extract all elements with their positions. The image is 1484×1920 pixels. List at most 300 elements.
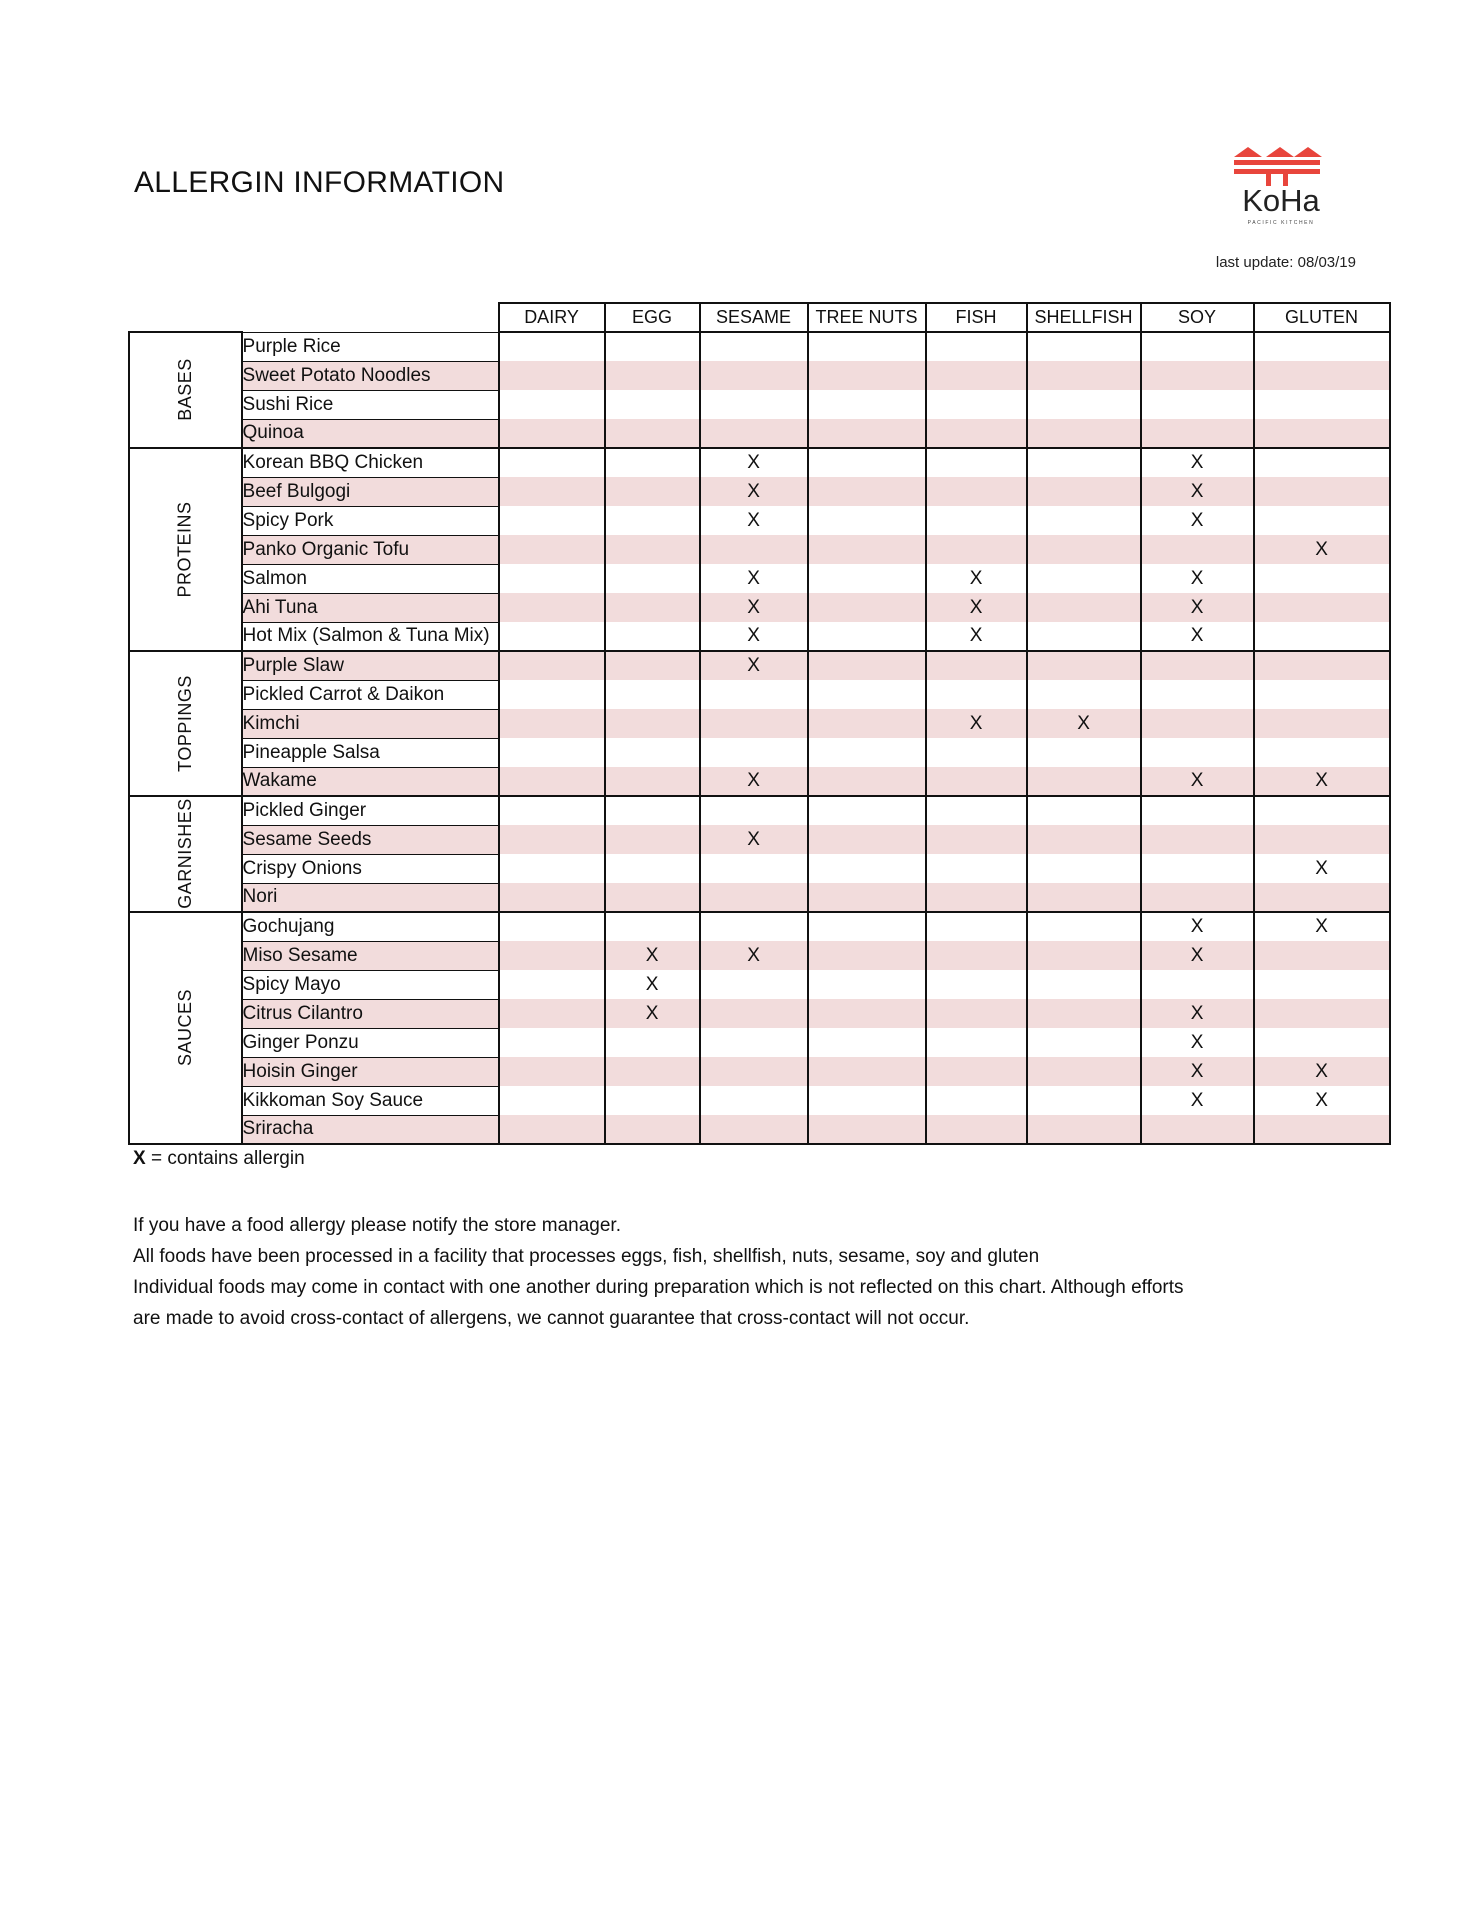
table-row [129,535,1390,564]
allergen-cell-fish [926,1115,1027,1144]
allergen-cell-soy: X [1141,999,1254,1028]
allergen-cell-sesame: X [700,651,808,680]
legend-symbol: X [133,1148,146,1169]
allergen-cell-gluten [1254,941,1390,970]
item-name: Purple Slaw [242,651,499,680]
allergen-cell-gluten [1254,506,1390,535]
allergen-cell-fish [926,912,1027,941]
allergen-cell-sesame: X [700,767,808,796]
allergen-cell-fish [926,941,1027,970]
allergen-cell-sesame: X [700,506,808,535]
allergen-cell-fish [926,448,1027,477]
allergen-cell-sesame [700,361,808,390]
allergen-cell-gluten [1254,448,1390,477]
item-name: Ginger Ponzu [242,1028,499,1057]
item-name: Citrus Cilantro [242,999,499,1028]
table-row [129,564,1390,593]
table-row [129,593,1390,622]
notes [133,1210,1313,1334]
allergen-cell-shellfish [1027,941,1141,970]
allergen-cell-egg: X [605,970,700,999]
allergen-cell-egg [605,796,700,825]
allergen-cell-shellfish [1027,825,1141,854]
allergen-cell-dairy [499,709,605,738]
item-name: Sesame Seeds [242,825,499,854]
allergen-cell-sesame [700,970,808,999]
allergen-cell-tree-nuts [808,535,926,564]
category-cell [129,332,242,448]
allergen-cell-egg [605,709,700,738]
allergen-cell-shellfish [1027,535,1141,564]
col-dairy: DAIRY [499,303,605,332]
allergen-cell-dairy [499,477,605,506]
page-title: ALLERGIN INFORMATION [134,166,505,199]
allergen-cell-shellfish [1027,796,1141,825]
item-name: Crispy Onions [242,854,499,883]
allergen-cell-tree-nuts [808,361,926,390]
allergen-cell-shellfish [1027,361,1141,390]
allergen-cell-sesame: X [700,941,808,970]
allergen-cell-dairy [499,1057,605,1086]
allergen-cell-soy [1141,651,1254,680]
category-cell [129,912,242,1144]
allergen-cell-soy: X [1141,564,1254,593]
allergen-cell-egg [605,506,700,535]
item-name: Sriracha [242,1115,499,1144]
allergen-cell-dairy [499,912,605,941]
item-name: Sushi Rice [242,390,499,419]
allergen-cell-dairy [499,622,605,651]
allergen-cell-shellfish [1027,1057,1141,1086]
logo-icon [1232,147,1328,187]
item-name: Ahi Tuna [242,593,499,622]
allergen-cell-soy [1141,796,1254,825]
category-label: TOPPINGS [174,674,195,772]
allergen-table [128,302,1391,1145]
allergen-cell-tree-nuts [808,1028,926,1057]
allergen-cell-soy [1141,680,1254,709]
allergen-cell-gluten [1254,593,1390,622]
allergen-cell-sesame [700,854,808,883]
note-line: Individual foods may come in contact with one another during preparation which is not reflected on this chart. Although efforts [133,1277,1184,1298]
table-row [129,651,1390,680]
allergen-cell-soy: X [1141,1028,1254,1057]
table-row [129,419,1390,448]
allergen-cell-soy: X [1141,622,1254,651]
item-name: Gochujang [242,912,499,941]
category-label: SAUCES [174,988,195,1067]
allergen-cell-egg [605,854,700,883]
allergen-cell-gluten: X [1254,1057,1390,1086]
allergen-cell-dairy [499,883,605,912]
allergen-cell-fish [926,796,1027,825]
table-row [129,999,1390,1028]
allergen-cell-dairy [499,999,605,1028]
table-row [129,1028,1390,1057]
allergen-cell-tree-nuts [808,1086,926,1115]
allergen-cell-shellfish: X [1027,709,1141,738]
allergen-cell-sesame [700,883,808,912]
item-name: Pineapple Salsa [242,738,499,767]
table-row [129,622,1390,651]
allergen-cell-shellfish [1027,622,1141,651]
item-name: Pickled Ginger [242,796,499,825]
allergen-cell-soy [1141,419,1254,448]
allergen-cell-soy [1141,361,1254,390]
allergen-cell-tree-nuts [808,1115,926,1144]
allergen-cell-tree-nuts [808,970,926,999]
allergen-cell-tree-nuts [808,680,926,709]
allergen-cell-tree-nuts [808,941,926,970]
category-label: PROTEINS [174,500,195,598]
allergen-cell-fish [926,883,1027,912]
allergen-cell-egg [605,738,700,767]
allergen-cell-tree-nuts [808,709,926,738]
table-row [129,1115,1390,1144]
allergen-cell-fish [926,680,1027,709]
allergen-cell-shellfish [1027,767,1141,796]
allergen-cell-dairy [499,680,605,709]
allergen-cell-egg [605,390,700,419]
allergen-cell-tree-nuts [808,506,926,535]
allergen-cell-sesame: X [700,622,808,651]
allergen-cell-sesame [700,709,808,738]
allergen-cell-fish [926,999,1027,1028]
table-row [129,477,1390,506]
table-row [129,854,1390,883]
allergen-cell-soy [1141,738,1254,767]
allergen-cell-shellfish [1027,390,1141,419]
allergen-cell-egg: X [605,941,700,970]
header-spacer [129,303,242,332]
allergen-cell-tree-nuts [808,448,926,477]
note-line: All foods have been processed in a facility that processes eggs, fish, shellfish, nuts, sesame, soy and gluten [133,1246,1040,1267]
allergen-cell-soy: X [1141,448,1254,477]
col-tree-nuts: TREE NUTS [808,303,926,332]
allergen-cell-dairy [499,564,605,593]
logo-subtitle: PACIFIC KITCHEN [1247,220,1315,226]
item-name: Beef Bulgogi [242,477,499,506]
allergen-cell-dairy [499,1086,605,1115]
allergen-cell-soy [1141,390,1254,419]
table-row [129,361,1390,390]
allergen-cell-tree-nuts [808,564,926,593]
table-row [129,390,1390,419]
allergen-cell-egg [605,651,700,680]
allergen-cell-sesame [700,535,808,564]
allergen-cell-gluten [1254,564,1390,593]
allergen-cell-gluten [1254,970,1390,999]
allergen-cell-gluten [1254,1115,1390,1144]
allergen-cell-shellfish [1027,448,1141,477]
allergen-cell-soy [1141,883,1254,912]
table-row [129,709,1390,738]
allergen-cell-shellfish [1027,970,1141,999]
allergen-cell-gluten: X [1254,535,1390,564]
allergen-cell-tree-nuts [808,332,926,361]
allergen-cell-egg [605,593,700,622]
col-fish: FISH [926,303,1027,332]
allergen-cell-egg [605,680,700,709]
allergen-cell-dairy [499,506,605,535]
allergen-cell-sesame [700,1028,808,1057]
allergen-cell-dairy [499,535,605,564]
allergen-cell-gluten: X [1254,1086,1390,1115]
allergen-cell-gluten [1254,709,1390,738]
allergen-cell-soy: X [1141,941,1254,970]
allergen-cell-shellfish [1027,1115,1141,1144]
item-name: Korean BBQ Chicken [242,448,499,477]
allergen-cell-dairy [499,825,605,854]
allergen-cell-fish [926,332,1027,361]
table-row [129,448,1390,477]
item-name: Kikkoman Soy Sauce [242,1086,499,1115]
allergen-cell-soy [1141,332,1254,361]
allergen-cell-dairy [499,419,605,448]
item-name: Pickled Carrot & Daikon [242,680,499,709]
allergen-cell-gluten [1254,738,1390,767]
allergen-cell-sesame [700,1086,808,1115]
allergen-cell-sesame [700,332,808,361]
allergen-cell-sesame [700,738,808,767]
allergen-cell-soy: X [1141,1057,1254,1086]
allergen-cell-egg [605,912,700,941]
allergen-cell-fish [926,1086,1027,1115]
allergen-cell-soy: X [1141,506,1254,535]
allergen-cell-gluten [1254,796,1390,825]
allergen-cell-shellfish [1027,854,1141,883]
allergen-cell-fish [926,970,1027,999]
allergen-cell-dairy [499,651,605,680]
allergen-cell-shellfish [1027,1086,1141,1115]
allergen-cell-egg [605,448,700,477]
allergen-cell-dairy [499,448,605,477]
allergen-cell-gluten: X [1254,767,1390,796]
allergen-cell-egg [605,564,700,593]
last-update: last update: 08/03/19 [1215,254,1356,271]
allergen-cell-shellfish [1027,651,1141,680]
col-soy: SOY [1141,303,1254,332]
allergen-cell-sesame [700,390,808,419]
item-name: Hot Mix (Salmon & Tuna Mix) [242,622,499,651]
allergen-cell-shellfish [1027,912,1141,941]
allergen-cell-dairy [499,796,605,825]
allergen-cell-sesame [700,1057,808,1086]
allergen-cell-shellfish [1027,999,1141,1028]
col-gluten: GLUTEN [1254,303,1390,332]
allergen-cell-tree-nuts [808,477,926,506]
item-name: Wakame [242,767,499,796]
allergen-cell-sesame: X [700,448,808,477]
allergen-cell-fish: X [926,622,1027,651]
table-row [129,767,1390,796]
table-row [129,332,1390,361]
allergen-cell-fish: X [926,709,1027,738]
allergen-cell-egg [605,477,700,506]
allergen-cell-tree-nuts [808,390,926,419]
allergen-cell-tree-nuts [808,1057,926,1086]
koha-logo [1232,147,1328,229]
allergen-cell-shellfish [1027,564,1141,593]
allergen-cell-gluten [1254,999,1390,1028]
item-name: Miso Sesame [242,941,499,970]
allergen-cell-soy: X [1141,593,1254,622]
allergen-cell-fish [926,477,1027,506]
allergen-cell-egg [605,1115,700,1144]
allergen-cell-sesame: X [700,593,808,622]
allergen-cell-dairy [499,593,605,622]
allergen-cell-fish: X [926,564,1027,593]
allergen-cell-soy: X [1141,1086,1254,1115]
allergen-cell-soy [1141,825,1254,854]
allergen-cell-shellfish [1027,883,1141,912]
table-row [129,941,1390,970]
allergen-cell-egg [605,622,700,651]
allergen-cell-gluten [1254,825,1390,854]
allergen-cell-egg [605,1086,700,1115]
allergen-cell-fish [926,361,1027,390]
allergen-cell-fish [926,419,1027,448]
allergen-cell-sesame: X [700,825,808,854]
item-name: Kimchi [242,709,499,738]
item-name: Spicy Mayo [242,970,499,999]
allergen-cell-dairy [499,941,605,970]
allergen-cell-gluten [1254,361,1390,390]
allergen-cell-tree-nuts [808,767,926,796]
allergen-cell-soy [1141,535,1254,564]
allergen-cell-sesame: X [700,564,808,593]
item-name: Hoisin Ginger [242,1057,499,1086]
allergen-cell-sesame [700,680,808,709]
table-row [129,912,1390,941]
note-line: If you have a food allergy please notify the store manager. [133,1215,621,1236]
allergen-cell-fish [926,390,1027,419]
allergen-cell-tree-nuts [808,622,926,651]
allergen-cell-tree-nuts [808,651,926,680]
allergen-cell-shellfish [1027,738,1141,767]
allergen-cell-shellfish [1027,1028,1141,1057]
col-sesame: SESAME [700,303,808,332]
allergen-cell-tree-nuts [808,796,926,825]
allergen-cell-gluten [1254,883,1390,912]
category-cell [129,448,242,651]
allergen-cell-sesame [700,999,808,1028]
allergen-cell-dairy [499,390,605,419]
allergen-cell-tree-nuts [808,912,926,941]
allergen-cell-egg [605,883,700,912]
item-name: Panko Organic Tofu [242,535,499,564]
allergen-cell-dairy [499,738,605,767]
allergen-cell-soy [1141,1115,1254,1144]
item-name: Salmon [242,564,499,593]
allergen-cell-sesame [700,796,808,825]
allergen-cell-egg [605,1057,700,1086]
allergen-cell-dairy [499,332,605,361]
item-name: Sweet Potato Noodles [242,361,499,390]
allergen-cell-dairy [499,854,605,883]
table-row [129,738,1390,767]
col-shellfish: SHELLFISH [1027,303,1141,332]
allergen-cell-dairy [499,970,605,999]
table-body [129,332,1390,1144]
logo-wordmark: KoHa [1242,183,1320,218]
allergen-cell-fish [926,854,1027,883]
allergen-cell-gluten [1254,477,1390,506]
allergen-cell-soy: X [1141,477,1254,506]
allergen-cell-fish: X [926,593,1027,622]
allergen-cell-shellfish [1027,680,1141,709]
category-cell [129,796,242,912]
allergen-cell-fish [926,825,1027,854]
allergen-cell-egg [605,1028,700,1057]
allergen-cell-gluten [1254,1028,1390,1057]
legend [133,1148,305,1170]
allergen-cell-fish [926,1057,1027,1086]
header-row [129,303,1390,332]
category-cell [129,651,242,796]
legend-text: = contains allergin [145,1148,305,1169]
allergen-cell-soy: X [1141,912,1254,941]
table-row [129,1086,1390,1115]
table-row [129,1057,1390,1086]
allergen-cell-egg [605,419,700,448]
allergen-cell-shellfish [1027,593,1141,622]
allergen-cell-sesame [700,912,808,941]
allergen-cell-tree-nuts [808,883,926,912]
allergen-cell-fish [926,535,1027,564]
header-spacer [242,303,499,332]
allergen-cell-tree-nuts [808,854,926,883]
table-row [129,970,1390,999]
allergen-cell-egg [605,361,700,390]
allergen-cell-gluten [1254,680,1390,709]
allergen-cell-shellfish [1027,506,1141,535]
allergen-cell-egg [605,332,700,361]
allergen-cell-gluten [1254,622,1390,651]
allergen-cell-shellfish [1027,419,1141,448]
allergen-cell-gluten [1254,390,1390,419]
allergen-cell-tree-nuts [808,999,926,1028]
allergen-cell-egg [605,767,700,796]
allergen-cell-gluten: X [1254,912,1390,941]
item-name: Spicy Pork [242,506,499,535]
allergen-cell-soy [1141,709,1254,738]
allergen-cell-sesame: X [700,477,808,506]
note-line: are made to avoid cross-contact of allergens, we cannot guarantee that cross-contact will not occur. [133,1308,970,1329]
item-name: Quinoa [242,419,499,448]
table-row [129,680,1390,709]
allergen-cell-dairy [499,1028,605,1057]
allergen-cell-dairy [499,361,605,390]
allergen-cell-fish [926,1028,1027,1057]
allergen-cell-shellfish [1027,332,1141,361]
category-label: BASES [174,358,195,421]
allergen-cell-fish [926,506,1027,535]
table-row [129,506,1390,535]
allergen-cell-sesame [700,419,808,448]
allergen-cell-shellfish [1027,477,1141,506]
allergen-cell-soy [1141,854,1254,883]
allergen-cell-fish [926,738,1027,767]
table-row [129,883,1390,912]
allergen-cell-fish [926,651,1027,680]
allergen-cell-tree-nuts [808,419,926,448]
col-egg: EGG [605,303,700,332]
allergen-cell-tree-nuts [808,738,926,767]
allergen-cell-dairy [499,767,605,796]
allergen-cell-tree-nuts [808,593,926,622]
allergen-cell-egg: X [605,999,700,1028]
